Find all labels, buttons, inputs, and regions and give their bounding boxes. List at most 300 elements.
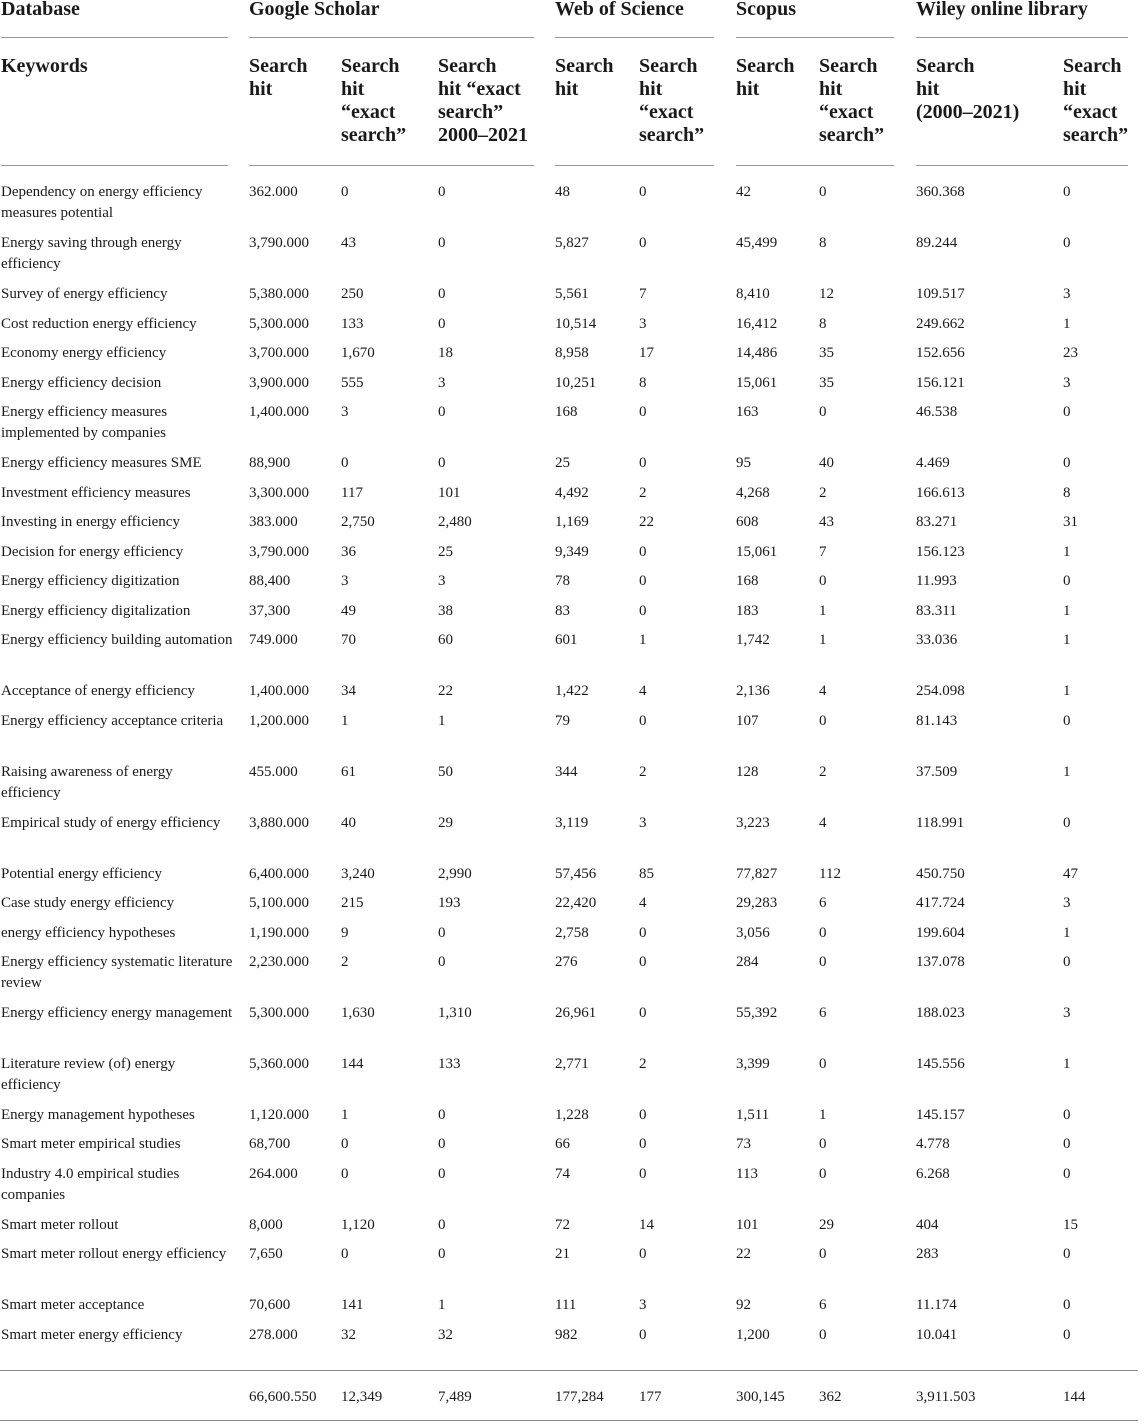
column-group-header: Google Scholar (249, 0, 380, 20)
keyword-cell: Energy saving through energy efficiency (1, 235, 182, 272)
value-cell: 1,400.000 (249, 683, 309, 699)
keyword-cell: Investing in energy efficiency (1, 514, 180, 530)
value-cell: 46.538 (916, 404, 958, 420)
value-cell: 133 (438, 1056, 461, 1072)
value-cell: 43 (341, 235, 356, 251)
value-cell: 3,900.000 (249, 375, 309, 391)
value-cell: 0 (639, 1327, 647, 1343)
subheader-rule (736, 165, 894, 166)
value-cell: 5,100.000 (249, 895, 309, 911)
value-cell: 70 (341, 632, 356, 648)
value-cell: 0 (1063, 713, 1071, 729)
value-cell: 608 (736, 514, 759, 530)
value-cell: 12 (819, 286, 834, 302)
total-cell: 144 (1063, 1389, 1086, 1405)
value-cell: 1 (1063, 544, 1071, 560)
value-cell: 7,650 (249, 1246, 283, 1262)
value-cell: 1,190.000 (249, 925, 309, 941)
value-cell: 1,200 (736, 1327, 770, 1343)
value-cell: 0 (639, 1005, 647, 1021)
value-cell: 42 (736, 184, 751, 200)
value-cell: 1 (1063, 925, 1071, 941)
value-cell: 254.098 (916, 683, 965, 699)
value-cell: 188.023 (916, 1005, 965, 1021)
value-cell: 0 (639, 713, 647, 729)
value-cell: 1,120.000 (249, 1107, 309, 1123)
value-cell: 128 (736, 764, 759, 780)
value-cell: 5,300.000 (249, 316, 309, 332)
value-cell: 8 (819, 235, 827, 251)
value-cell: 0 (438, 404, 446, 420)
value-cell: 40 (341, 815, 356, 831)
value-cell: 982 (555, 1327, 578, 1343)
value-cell: 1,200.000 (249, 713, 309, 729)
value-cell: 73 (736, 1136, 751, 1152)
value-cell: 8 (639, 375, 647, 391)
value-cell: 3 (1063, 375, 1071, 391)
value-cell: 145.157 (916, 1107, 965, 1123)
value-cell: 37.509 (916, 764, 958, 780)
value-cell: 6 (819, 1005, 827, 1021)
value-cell: 2,758 (555, 925, 589, 941)
value-cell: 249.662 (916, 316, 965, 332)
value-cell: 1 (1063, 683, 1071, 699)
value-cell: 1,310 (438, 1005, 472, 1021)
value-cell: 0 (1063, 1246, 1071, 1262)
column-group-header: Wiley online library (916, 0, 1088, 20)
value-cell: 1 (1063, 316, 1071, 332)
keyword-cell: Energy efficiency decision (1, 375, 162, 391)
value-cell: 83.311 (916, 603, 957, 619)
value-cell: 1,120 (341, 1217, 375, 1233)
value-cell: 0 (819, 1246, 827, 1262)
value-cell: 33.036 (916, 632, 958, 648)
value-cell: 0 (819, 1056, 827, 1072)
value-cell: 1,400.000 (249, 404, 309, 420)
value-cell: 0 (438, 1217, 446, 1233)
value-cell: 601 (555, 632, 578, 648)
value-cell: 0 (639, 573, 647, 589)
value-cell: 0 (1063, 573, 1071, 589)
value-cell: 133 (341, 316, 364, 332)
keyword-cell: Dependency on energy efficiency measures potential (1, 184, 203, 221)
keyword-cell: Smart meter acceptance (1, 1297, 145, 1313)
column-subheader: Search hit (249, 55, 308, 100)
value-cell: 83 (555, 603, 570, 619)
value-cell: 3 (341, 573, 349, 589)
value-cell: 0 (1063, 1136, 1071, 1152)
value-cell: 2,230.000 (249, 954, 309, 970)
value-cell: 3 (639, 815, 647, 831)
group-header-rule (555, 37, 714, 38)
keyword-cell: Survey of energy efficiency (1, 286, 168, 302)
value-cell: 40 (819, 455, 834, 471)
value-cell: 0 (819, 404, 827, 420)
value-cell: 111 (555, 1297, 577, 1313)
keyword-cell: Raising awareness of energy efficiency (1, 764, 173, 801)
keyword-cell: Energy efficiency measures implemented by companies (1, 404, 168, 441)
total-cell: 362 (819, 1389, 842, 1405)
column-group-header: Scopus (736, 0, 797, 20)
value-cell: 3 (438, 375, 446, 391)
value-cell: 118.991 (916, 815, 965, 831)
column-subheader: Search hit “exact search” 2000–2021 (438, 55, 528, 146)
value-cell: 3 (1063, 286, 1071, 302)
value-cell: 68,700 (249, 1136, 291, 1152)
value-cell: 4.778 (916, 1136, 950, 1152)
keyword-cell: Smart meter rollout (1, 1217, 119, 1233)
value-cell: 0 (1063, 815, 1071, 831)
value-cell: 112 (819, 866, 841, 882)
keyword-cell: Cost reduction energy efficiency (1, 316, 197, 332)
value-cell: 32 (341, 1327, 356, 1343)
value-cell: 1,422 (555, 683, 589, 699)
value-cell: 72 (555, 1217, 570, 1233)
value-cell: 193 (438, 895, 461, 911)
value-cell: 362.000 (249, 184, 298, 200)
value-cell: 6.268 (916, 1166, 950, 1182)
value-cell: 88,400 (249, 573, 291, 589)
keyword-cell: Empirical study of energy efficiency (1, 815, 221, 831)
value-cell: 0 (819, 1136, 827, 1152)
value-cell: 6 (819, 1297, 827, 1313)
keyword-cell: Smart meter rollout energy efficiency (1, 1246, 227, 1262)
value-cell: 22 (736, 1246, 751, 1262)
value-cell: 2 (819, 485, 827, 501)
value-cell: 455.000 (249, 764, 298, 780)
value-cell: 0 (639, 455, 647, 471)
value-cell: 3 (639, 1297, 647, 1313)
database-label: Database (1, 0, 80, 20)
column-subheader: Search hit (555, 55, 614, 100)
value-cell: 26,961 (555, 1005, 597, 1021)
value-cell: 0 (438, 1166, 446, 1182)
value-cell: 1 (819, 1107, 827, 1123)
value-cell: 25 (555, 455, 570, 471)
value-cell: 555 (341, 375, 364, 391)
value-cell: 1 (1063, 603, 1071, 619)
value-cell: 47 (1063, 866, 1078, 882)
value-cell: 11.174 (916, 1297, 957, 1313)
value-cell: 0 (639, 544, 647, 560)
keyword-cell: Potential energy efficiency (1, 866, 163, 882)
value-cell: 117 (341, 485, 363, 501)
keyword-cell: Acceptance of energy efficiency (1, 683, 195, 699)
keyword-cell: Industry 4.0 empirical studies companies (1, 1166, 180, 1203)
value-cell: 0 (819, 713, 827, 729)
value-cell: 0 (1063, 184, 1071, 200)
value-cell: 32 (438, 1327, 453, 1343)
total-cell: 3,911.503 (916, 1389, 976, 1405)
keyword-cell: Economy energy efficiency (1, 345, 167, 361)
value-cell: 0 (1063, 1327, 1071, 1343)
value-cell: 163 (736, 404, 759, 420)
value-cell: 1 (341, 713, 349, 729)
value-cell: 156.121 (916, 375, 965, 391)
value-cell: 2,750 (341, 514, 375, 530)
value-cell: 168 (736, 573, 759, 589)
subheader-rule (249, 165, 534, 166)
group-header-rule (249, 37, 534, 38)
keywords-label: Keywords (1, 55, 88, 77)
value-cell: 4 (639, 683, 647, 699)
keyword-cell: Energy efficiency digitization (1, 573, 180, 589)
value-cell: 3 (341, 404, 349, 420)
value-cell: 16,412 (736, 316, 778, 332)
value-cell: 3,700.000 (249, 345, 309, 361)
subheader-rule (916, 165, 1128, 166)
value-cell: 57,456 (555, 866, 597, 882)
value-cell: 36 (341, 544, 356, 560)
value-cell: 23 (1063, 345, 1078, 361)
value-cell: 1 (1063, 764, 1071, 780)
value-cell: 88,900 (249, 455, 291, 471)
value-cell: 15,061 (736, 544, 778, 560)
value-cell: 450.750 (916, 866, 965, 882)
value-cell: 74 (555, 1166, 570, 1182)
value-cell: 0 (819, 573, 827, 589)
value-cell: 0 (639, 1107, 647, 1123)
value-cell: 31 (1063, 514, 1078, 530)
value-cell: 89.244 (916, 235, 958, 251)
value-cell: 250 (341, 286, 364, 302)
value-cell: 0 (639, 954, 647, 970)
value-cell: 4,268 (736, 485, 770, 501)
value-cell: 1,630 (341, 1005, 375, 1021)
value-cell: 0 (639, 925, 647, 941)
value-cell: 3,300.000 (249, 485, 309, 501)
value-cell: 6 (819, 895, 827, 911)
value-cell: 22 (639, 514, 654, 530)
value-cell: 0 (639, 1166, 647, 1182)
value-cell: 0 (639, 235, 647, 251)
value-cell: 264.000 (249, 1166, 298, 1182)
value-cell: 4 (639, 895, 647, 911)
value-cell: 15,061 (736, 375, 778, 391)
value-cell: 2 (639, 485, 647, 501)
value-cell: 8,410 (736, 286, 770, 302)
keyword-cell: Energy efficiency measures SME (1, 455, 202, 471)
value-cell: 8 (1063, 485, 1071, 501)
value-cell: 35 (819, 375, 834, 391)
value-cell: 0 (639, 1136, 647, 1152)
value-cell: 3 (639, 316, 647, 332)
column-subheader: Search hit (2000–2021) (916, 55, 1020, 123)
column-subheader: Search hit (736, 55, 795, 100)
value-cell: 66 (555, 1136, 570, 1152)
value-cell: 0 (819, 1166, 827, 1182)
value-cell: 0 (341, 455, 349, 471)
value-cell: 3,223 (736, 815, 770, 831)
keyword-cell: Smart meter empirical studies (1, 1136, 181, 1152)
value-cell: 215 (341, 895, 364, 911)
value-cell: 2,771 (555, 1056, 589, 1072)
value-cell: 0 (438, 455, 446, 471)
value-cell: 10,251 (555, 375, 597, 391)
value-cell: 749.000 (249, 632, 298, 648)
keyword-cell: Energy efficiency digitalization (1, 603, 191, 619)
column-subheader: Search hit “exact search” (639, 55, 705, 146)
value-cell: 78 (555, 573, 570, 589)
value-cell: 1,742 (736, 632, 770, 648)
value-cell: 284 (736, 954, 759, 970)
value-cell: 4.469 (916, 455, 950, 471)
value-cell: 3,056 (736, 925, 770, 941)
value-cell: 10,514 (555, 316, 597, 332)
value-cell: 0 (1063, 455, 1071, 471)
value-cell: 35 (819, 345, 834, 361)
value-cell: 0 (639, 404, 647, 420)
value-cell: 1,169 (555, 514, 589, 530)
value-cell: 43 (819, 514, 834, 530)
total-cell: 12,349 (341, 1389, 383, 1405)
value-cell: 0 (438, 286, 446, 302)
value-cell: 145.556 (916, 1056, 965, 1072)
value-cell: 0 (438, 954, 446, 970)
value-cell: 0 (1063, 1166, 1071, 1182)
value-cell: 404 (916, 1217, 939, 1233)
value-cell: 37,300 (249, 603, 291, 619)
value-cell: 2 (819, 764, 827, 780)
value-cell: 344 (555, 764, 578, 780)
value-cell: 0 (639, 603, 647, 619)
value-cell: 1 (1063, 632, 1071, 648)
value-cell: 1 (438, 713, 446, 729)
group-header-rule (736, 37, 894, 38)
value-cell: 1 (341, 1107, 349, 1123)
value-cell: 168 (555, 404, 578, 420)
value-cell: 276 (555, 954, 578, 970)
value-cell: 3,880.000 (249, 815, 309, 831)
column-group-header: Web of Science (555, 0, 684, 20)
value-cell: 15 (1063, 1217, 1078, 1233)
value-cell: 3,790.000 (249, 235, 309, 251)
value-cell: 14,486 (736, 345, 778, 361)
total-cell: 66,600.550 (249, 1389, 317, 1405)
value-cell: 85 (639, 866, 654, 882)
value-cell: 5,380.000 (249, 286, 309, 302)
total-cell: 7,489 (438, 1389, 472, 1405)
value-cell: 283 (916, 1246, 939, 1262)
keyword-cell: Literature review (of) energy efficiency (1, 1056, 176, 1093)
keyword-cell: Energy efficiency systematic literature review (1, 954, 233, 991)
total-cell: 177,284 (555, 1389, 604, 1405)
value-cell: 0 (438, 235, 446, 251)
value-cell: 0 (819, 184, 827, 200)
value-cell: 5,827 (555, 235, 589, 251)
value-cell: 2 (639, 1056, 647, 1072)
keyword-cell: Energy efficiency building automation (1, 632, 233, 648)
subheader-rule (1, 165, 228, 166)
value-cell: 383.000 (249, 514, 298, 530)
value-cell: 81.143 (916, 713, 958, 729)
value-cell: 2,136 (736, 683, 770, 699)
value-cell: 0 (1063, 1107, 1071, 1123)
value-cell: 1,228 (555, 1107, 589, 1123)
value-cell: 61 (341, 764, 356, 780)
value-cell: 0 (341, 1136, 349, 1152)
value-cell: 7 (819, 544, 827, 560)
value-cell: 1,511 (736, 1107, 770, 1123)
value-cell: 1 (639, 632, 647, 648)
value-cell: 152.656 (916, 345, 965, 361)
keyword-cell: Smart meter energy efficiency (1, 1327, 183, 1343)
value-cell: 0 (639, 1246, 647, 1262)
keyword-cell: Energy management hypotheses (1, 1107, 195, 1123)
value-cell: 4,492 (555, 485, 589, 501)
value-cell: 70,600 (249, 1297, 291, 1313)
value-cell: 9,349 (555, 544, 589, 560)
value-cell: 11.993 (916, 573, 957, 589)
value-cell: 101 (736, 1217, 759, 1233)
value-cell: 2 (341, 954, 349, 970)
value-cell: 0 (1063, 404, 1071, 420)
value-cell: 278.000 (249, 1327, 298, 1343)
value-cell: 0 (819, 925, 827, 941)
value-cell: 8 (819, 316, 827, 332)
value-cell: 5,561 (555, 286, 589, 302)
group-header-rule (916, 37, 1128, 38)
value-cell: 0 (819, 954, 827, 970)
value-cell: 1 (1063, 1056, 1071, 1072)
value-cell: 17 (639, 345, 654, 361)
value-cell: 22 (438, 683, 453, 699)
value-cell: 49 (341, 603, 356, 619)
value-cell: 6,400.000 (249, 866, 309, 882)
column-subheader: Search hit “exact search” (341, 55, 407, 146)
column-subheader: Search hit “exact search” (819, 55, 885, 146)
column-subheader: Search hit “exact search” (1063, 55, 1129, 146)
value-cell: 1,670 (341, 345, 375, 361)
group-header-rule (1, 37, 228, 38)
value-cell: 0 (819, 1327, 827, 1343)
value-cell: 2,480 (438, 514, 472, 530)
value-cell: 92 (736, 1297, 751, 1313)
value-cell: 25 (438, 544, 453, 560)
value-cell: 101 (438, 485, 461, 501)
value-cell: 3,790.000 (249, 544, 309, 560)
value-cell: 29 (438, 815, 453, 831)
value-cell: 79 (555, 713, 570, 729)
value-cell: 0 (438, 1107, 446, 1123)
value-cell: 2,990 (438, 866, 472, 882)
keyword-cell: energy efficiency hypotheses (1, 925, 176, 941)
value-cell: 3 (1063, 1005, 1071, 1021)
value-cell: 3,119 (555, 815, 589, 831)
value-cell: 22,420 (555, 895, 597, 911)
value-cell: 183 (736, 603, 759, 619)
value-cell: 45,499 (736, 235, 778, 251)
value-cell: 0 (1063, 1297, 1071, 1313)
total-cell: 177 (639, 1389, 662, 1405)
value-cell: 1 (819, 632, 827, 648)
value-cell: 3,399 (736, 1056, 770, 1072)
value-cell: 55,392 (736, 1005, 778, 1021)
value-cell: 109.517 (916, 286, 965, 302)
value-cell: 199.604 (916, 925, 965, 941)
value-cell: 95 (736, 455, 751, 471)
value-cell: 38 (438, 603, 453, 619)
value-cell: 4 (819, 815, 827, 831)
value-cell: 14 (639, 1217, 654, 1233)
keyword-cell: Energy efficiency energy management (1, 1005, 233, 1021)
value-cell: 29,283 (736, 895, 778, 911)
value-cell: 0 (341, 1166, 349, 1182)
value-cell: 5,300.000 (249, 1005, 309, 1021)
value-cell: 60 (438, 632, 453, 648)
value-cell: 166.613 (916, 485, 965, 501)
value-cell: 107 (736, 713, 759, 729)
